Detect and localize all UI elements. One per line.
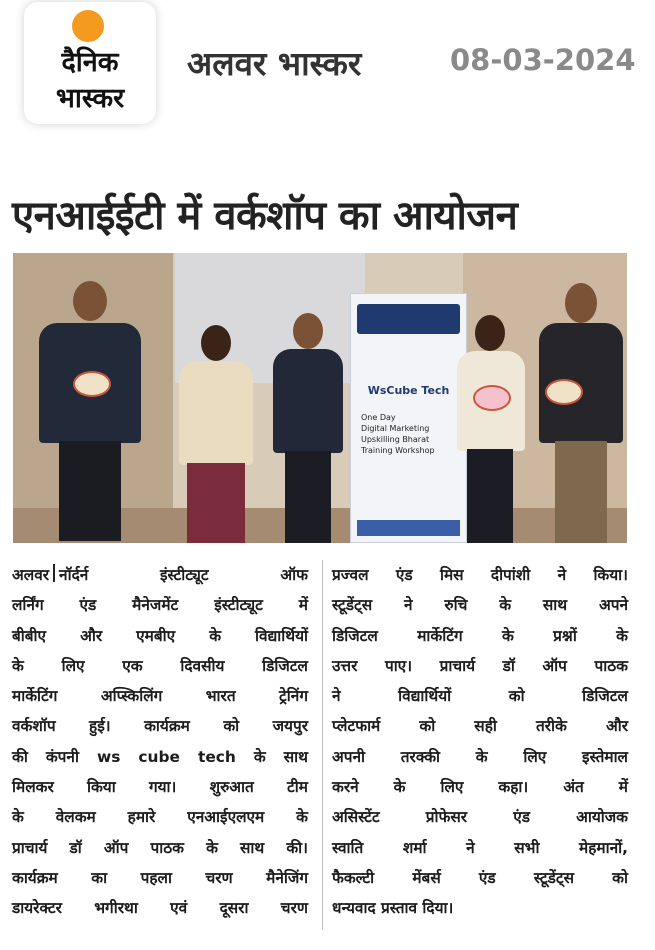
article-line: प्लेटफार्म को सही तरीके और — [332, 717, 628, 736]
article-line: कार्यक्रम का पहला चरण मैनेजिंग — [12, 868, 308, 887]
logo-line-1: दैनिक — [61, 47, 119, 78]
article-line: फैकल्टी मेंबर्स एंड स्टूडेंट्स को — [332, 868, 628, 887]
article-line: असिस्टेंट प्रोफेसर एंड आयोजक — [332, 808, 628, 827]
article-line: ने विद्यार्थियों को डिजिटल — [332, 687, 628, 706]
article-line: वर्कशॉप हुई। कार्यक्रम को जयपुर — [12, 717, 308, 736]
dainik-bhaskar-logo — [24, 2, 156, 124]
person-2 — [173, 325, 259, 543]
article-line: मिलकर किया गया। शुरुआत टीम — [12, 778, 308, 797]
banner-brand: WsCube Tech — [367, 384, 450, 397]
person-5 — [535, 283, 627, 543]
article-line: प्रज्वल एंड मिस दीपांशी ने किया। — [332, 566, 628, 584]
article-line: डिजिटल मार्केटिंग के प्रश्नों के — [332, 626, 628, 645]
edition-name: अलवर भास्कर — [187, 44, 362, 83]
event-photo — [13, 253, 627, 543]
dateline: अलवर — [12, 566, 50, 584]
article-line: अपनी तरक्की के लिए इस्तेमाल — [332, 747, 628, 766]
banner-text: One Day Digital Marketing Upskilling Bharat Training Workshop — [361, 413, 435, 455]
article-line: प्राचार्य डॉ ऑप पाठक के साथ की। — [12, 838, 308, 857]
article-line: करने के लिए कहा। अंत में — [332, 778, 628, 797]
article-column-2 — [332, 560, 628, 924]
article-line: मार्केटिंग अप्स्किलिंग भारत ट्रेनिंग — [12, 687, 308, 706]
sun-icon — [72, 10, 104, 42]
article-line: उत्तर पाए। प्राचार्य डॉ ऑप पाठक — [332, 656, 628, 675]
article-line: लर्निंग एंड मैनेजमेंट इंस्टीट्यूट में — [12, 596, 308, 615]
article-line: के वेलकम हमारे एनआईएलएम के — [12, 808, 308, 827]
article-line: की कंपनी ws cube tech के साथ — [12, 747, 308, 766]
article-line: धन्यवाद प्रस्ताव दिया। — [332, 899, 454, 918]
column-divider — [322, 560, 323, 930]
publication-date: 08-03-2024 — [450, 43, 636, 77]
person-1 — [25, 281, 155, 543]
logo-line-2: भास्कर — [55, 83, 125, 114]
article-column-1 — [12, 560, 308, 924]
article-line: स्टूडेंट्स ने रुचि के साथ अपने — [332, 596, 628, 615]
article-line: स्वाति शर्मा ने सभी मेहमानों, — [332, 838, 628, 857]
article-line: डायरेक्टर भगीरथा एवं दूसरा चरण — [12, 899, 308, 918]
person-4 — [449, 315, 533, 543]
article-line: अलवर नॉर्दर्न इंस्टीट्यूट ऑफ — [12, 566, 308, 584]
page-header — [0, 0, 655, 140]
article-line: के लिए एक दिवसीय डिजिटल — [12, 656, 308, 675]
article-headline: एनआईईटी में वर्कशॉप का आयोजन — [12, 193, 518, 239]
person-3 — [269, 313, 347, 543]
article-line: बीबीए और एमबीए के विद्यार्थियों — [12, 626, 308, 645]
